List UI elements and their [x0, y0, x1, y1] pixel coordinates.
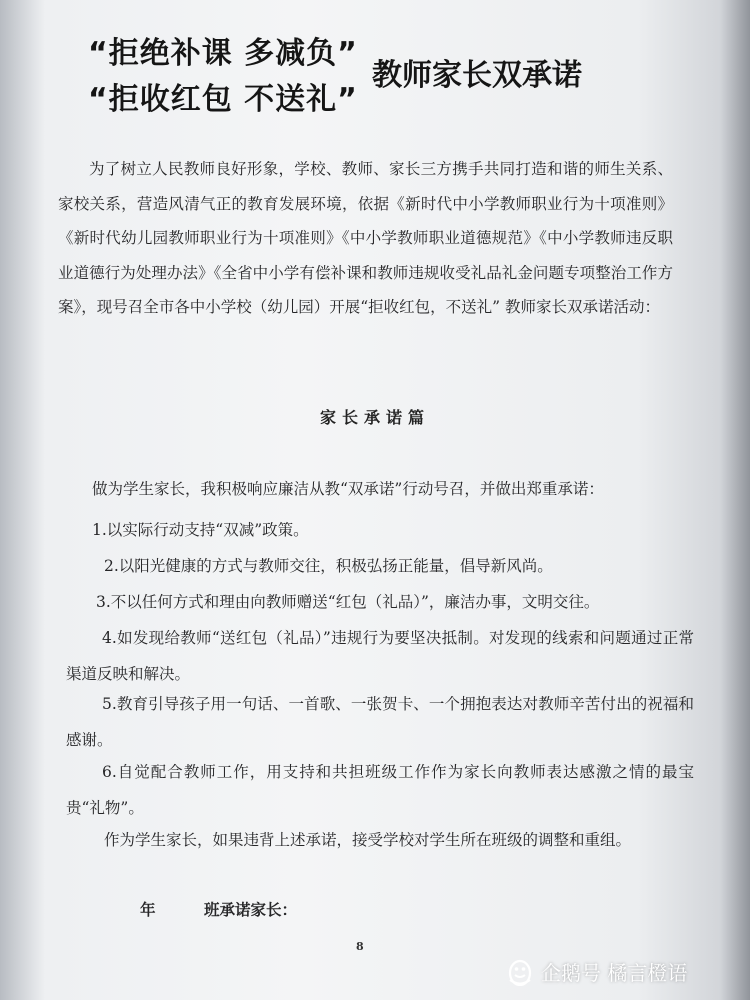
pledge-item-2: 2.以阳光健康的方式与教师交往，积极弘扬正能量，倡导新风尚。 — [104, 557, 553, 575]
photo-edge-shadow — [720, 0, 750, 1000]
pledge-item-3: 3.不以任何方式和理由向教师赠送“红包（礼品）”，廉洁办事，文明交往。 — [96, 593, 600, 611]
pledge-lead: 做为学生家长，我积极响应廉洁从教“双承诺”行动号召，并做出郑重承诺： — [92, 480, 604, 498]
section-title: 家长承诺篇 — [319, 408, 430, 427]
pledge-item-1: 1.以实际行动支持“双减”政策。 — [92, 521, 309, 539]
watermark — [505, 957, 687, 986]
intro-paragraph: 为了树立人民教师良好形象，学校、教师、家长三方携手共同打造和谐的师生关系、家校关系，营造风清气正的教育发展环境，依据《新时代中小学教师职业行为十项准则》《新时代幼儿园教师职业行为十项准则》《中小学教师职业道德规范》《中小学教师违反职业道德行为处理办法》《全省中小学有偿补课和教师违规收受礼品礼金问题专项整治工作方案》，现号召全市各中小学校（幼儿园）开展“拒收红包，不送礼” 教师家长双承诺活动： — [58, 160, 673, 316]
page-number: 8 — [356, 940, 364, 953]
slogan-line-1: “拒绝补课 多减负” — [88, 36, 358, 71]
pledge-closing: 作为学生家长，如果违背上述承诺，接受学校对学生所在班级的调整和重组。 — [104, 831, 632, 849]
penguin-logo-icon — [505, 958, 535, 986]
pledge-item-5: 5.教育引导孩子用一句话、一首歌、一张贺卡、一个拥抱表达对教师辛苦付出的祝福和感谢。 — [66, 695, 694, 749]
signature-year-label: 年 — [140, 900, 156, 919]
pledge-item-4: 4.如发现给教师“送红包（礼品）”违规行为要坚决抵制。对发现的线索和问题通过正常渠道反映和解决。 — [66, 629, 694, 683]
slogan-line-2: “拒收红包 不送礼” — [88, 82, 358, 117]
document-title: 教师家长双承诺 — [372, 58, 582, 93]
pledge-item-6: 6.自觉配合教师工作，用支持和共担班级工作作为家长向教师表达感激之情的最宝贵“礼物”。 — [66, 763, 694, 817]
signature-class-label: 班承诺家长： — [204, 900, 298, 919]
watermark-text: 企鹅号 橘言橙语 — [541, 961, 688, 985]
